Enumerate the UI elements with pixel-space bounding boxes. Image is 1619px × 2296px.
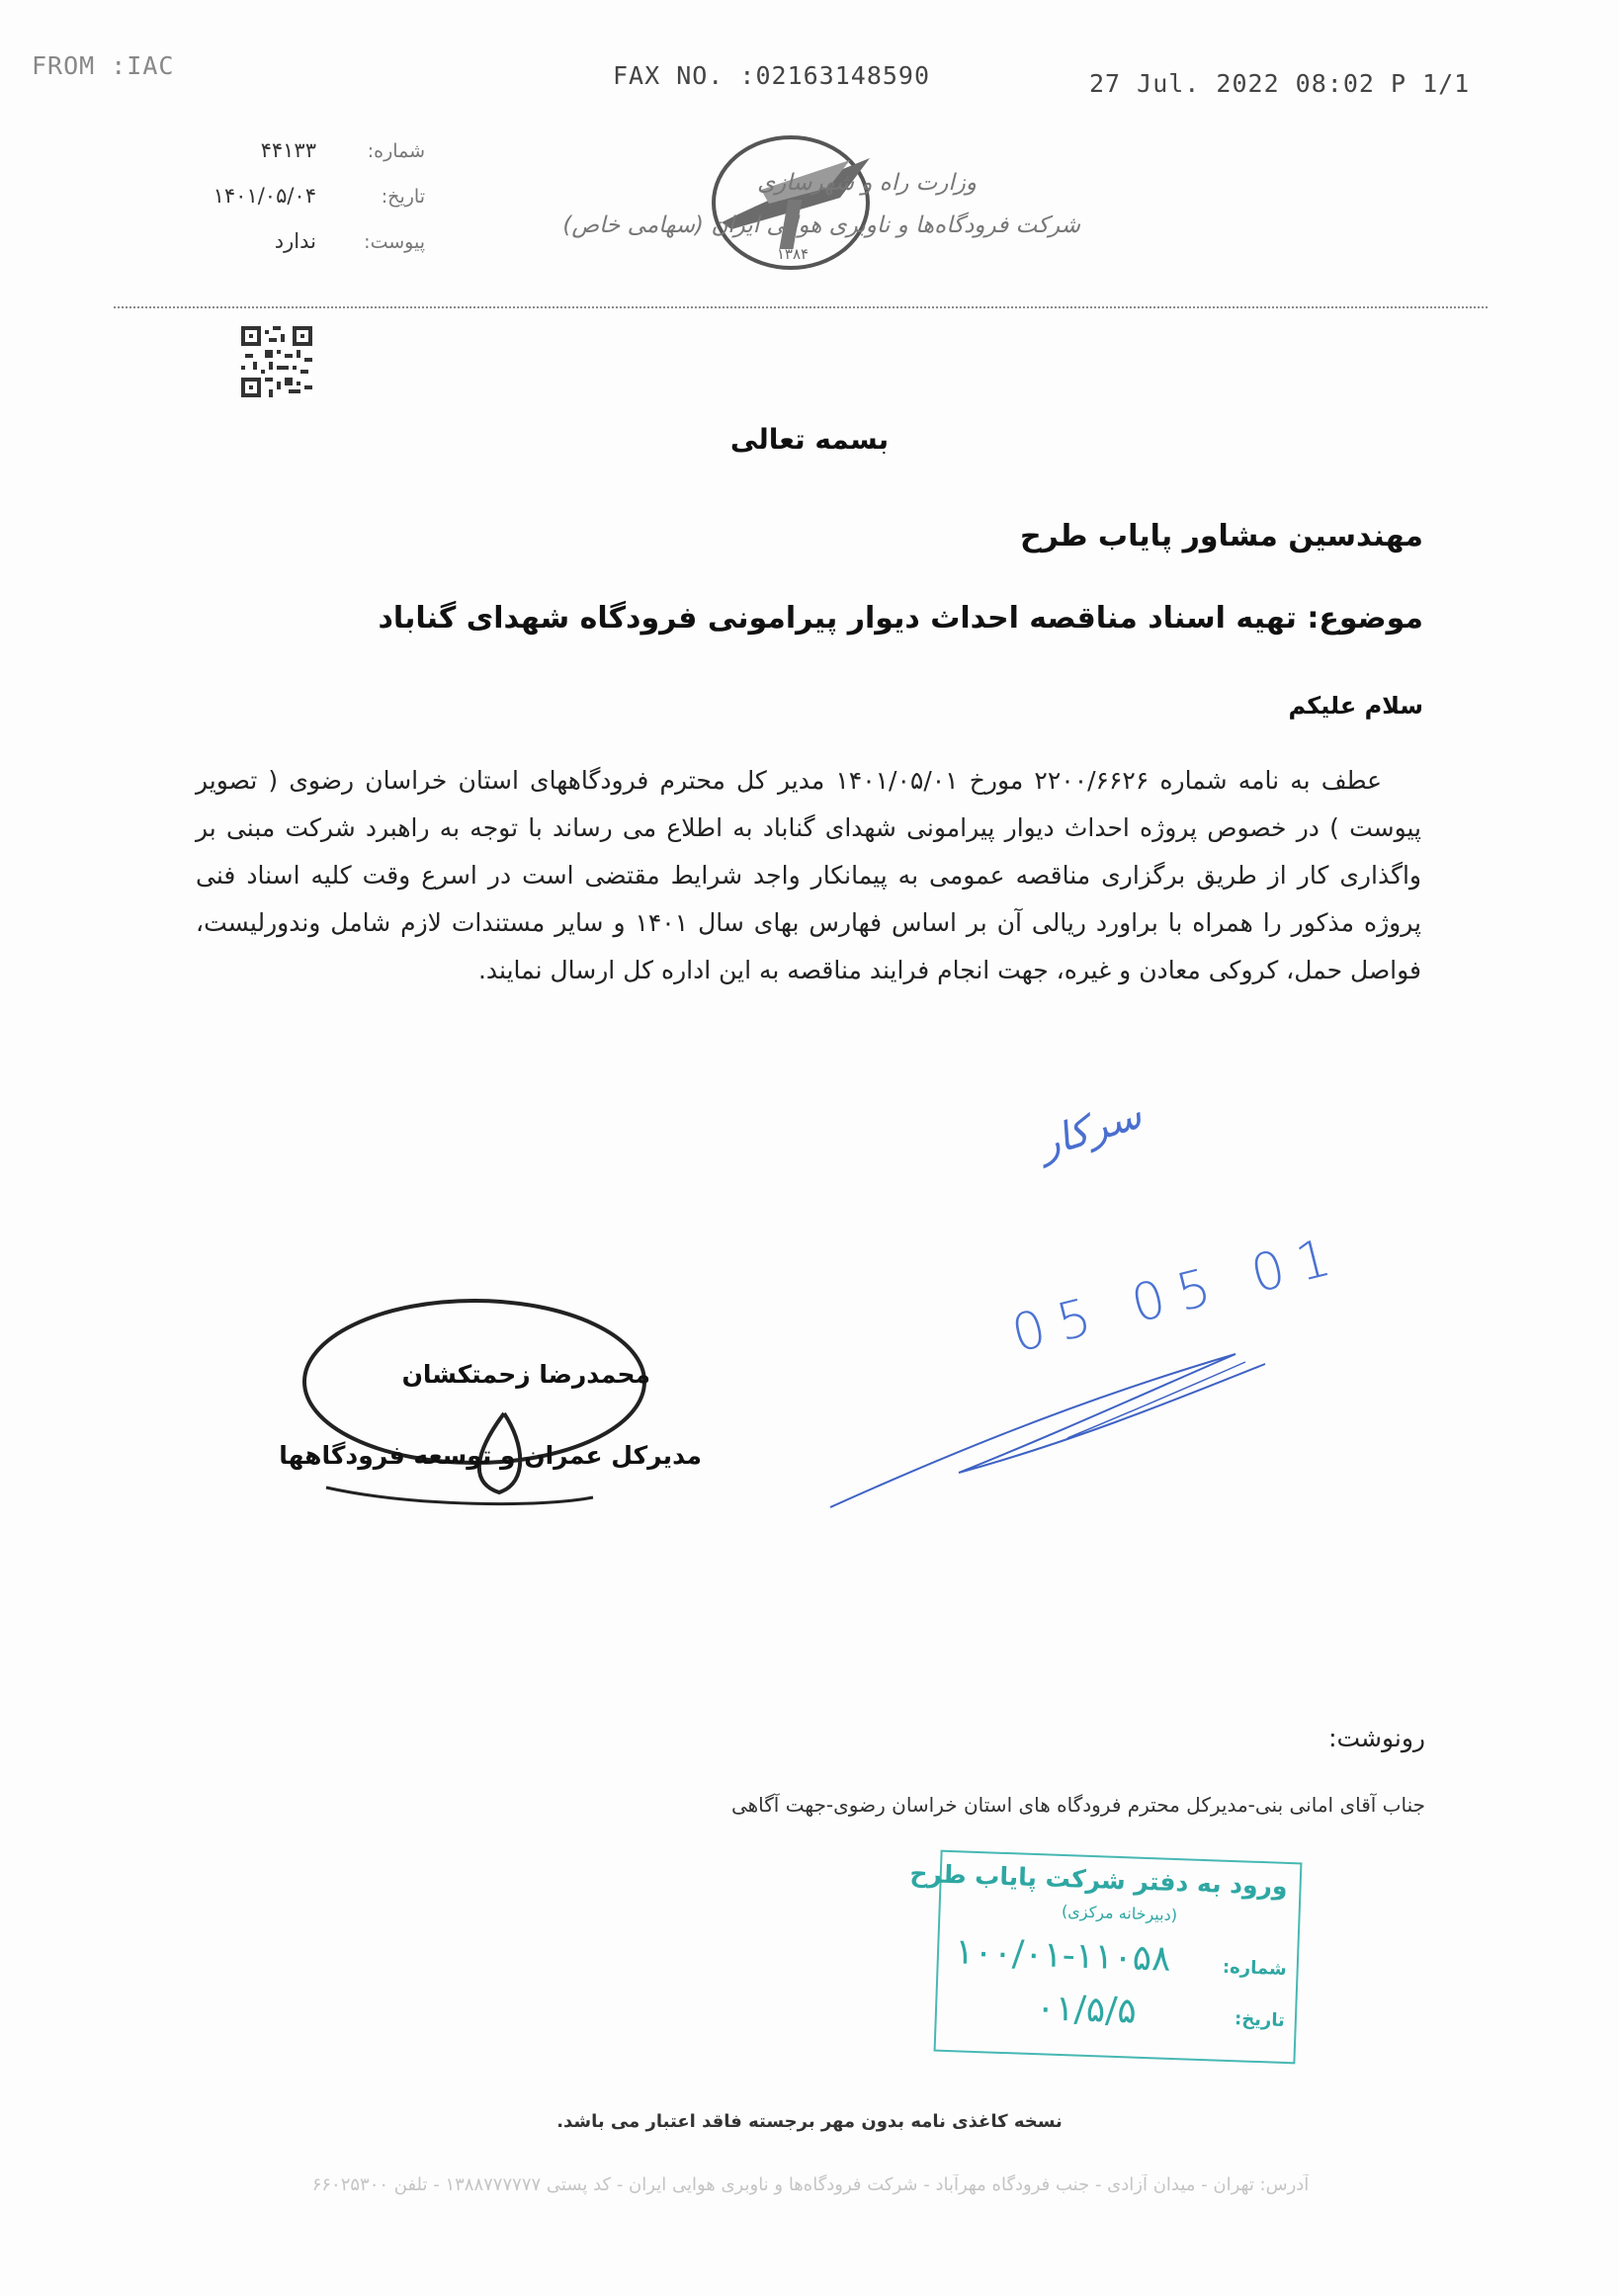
logo-year: ۱۳۸۴ (776, 245, 810, 263)
received-stamp (909, 1850, 1303, 2065)
subject: موضوع: تهیه اسناد مناقصه احداث دیوار پیرامونی فرودگاه شهدای گناباد (378, 601, 1423, 636)
fax-number: FAX NO. :02163148590 (613, 61, 931, 90)
signature-scribble (297, 1295, 731, 1522)
footer-address: آدرس: تهران - میدان آزادی - جنب فرودگاه مهرآباد - شرکت فرودگاه‌ها و ناوبری هوایی ایران - کد پستی ۱۳۸۸۷۷۷۷۷۷ - تلفن ۶۶۰۲۵۳۰۰ (311, 2174, 1310, 2195)
greeting: سلام علیکم (1288, 692, 1423, 720)
fax-datetime: 27 Jul. 2022 08:02 P 1/1 (1089, 69, 1471, 98)
footer-validity-note: نسخه کاغذی نامه بدون مهر برجسته فاقد اعتبار می باشد. (556, 2111, 1063, 2132)
received-stamp-number: ۱۰۰/۰۱-۱۱۰۵۸ (954, 1931, 1172, 1980)
cc-label: رونوشت: (1328, 1724, 1425, 1752)
qr-code (241, 326, 312, 397)
header-divider (114, 306, 1488, 308)
letter-number-label: شماره: (367, 140, 425, 162)
letter-date: ۱۴۰۱/۰۵/۰۴ (213, 184, 316, 208)
received-stamp-number-label: شماره: (1222, 1956, 1288, 1980)
organization-logo (692, 128, 890, 277)
letter-body: عطف به نامه شماره ۲۲۰۰/۶۶۲۶ مورخ ۱۴۰۱/۰۵/۰۱ مدیر کل محترم فرودگاههای استان خراسان رضوی ( تصویر پیوست ) در خصوص پروژه احداث دیوار پیرامونی شهدای گناباد به اطلاع می رساند با توجه به راهبرد شرکت مبنی بر واگذاری کار از طریق برگزاری مناقصه عمومی به پیمانکار واجد شرایط مقتضی است در اسرع وقت کلیه اسناد فنی پروژه مذکور را همراه با براورد ریالی آن بر اساس فهارس بهای سال ۱۴۰۱ و سایر مستندات لازم شامل وندورلیست، فواصل حمل، کروکی معادن و غیره، جهت انجام فرایند مناقصه به این اداره کل ارسال نمایند. (196, 766, 1421, 984)
org-company: شرکت فرودگاه‌ها و ناوبری هوایی ایران (سهامی خاص) (562, 213, 1080, 238)
letter-number: ۴۴۱۳۳ (260, 138, 316, 162)
received-stamp-title: ورود به دفتر شرکت پایاب طرح (909, 1858, 1289, 1901)
received-stamp-date: ۰۱/۵/۵ (1035, 1988, 1138, 2032)
received-stamp-subtitle: (دبیرخانه مرکزی) (1061, 1901, 1178, 1925)
letter-attachment-label: پیوست: (364, 231, 425, 253)
org-ministry: وزارت راه و شهرسازی (757, 170, 977, 196)
handwritten-date: 05 05 01 (1005, 1225, 1350, 1365)
recipient: مهندسین مشاور پایاب طرح (1019, 519, 1423, 553)
letter-date-label: تاریخ: (381, 186, 425, 208)
letter-meta (128, 138, 425, 267)
signatory-name: محمدرضا زحمتکشان (401, 1360, 650, 1389)
signature-block (279, 1295, 731, 1522)
opening-invocation: بسمه تعالی (729, 423, 890, 456)
received-stamp-date-label: تاریخ: (1234, 2008, 1286, 2031)
cc-line: جناب آقای امانی بنی-مدیرکل محترم فرودگاه های استان خراسان رضوی-جهت آگاهی (730, 1793, 1425, 1817)
handwritten-signature (810, 1344, 1285, 1522)
handwritten-note: سرکار (1033, 1091, 1148, 1168)
fax-from: FROM :IAC (32, 51, 175, 80)
signatory-title: مدیرکل عمران و توسعه فرودگاهها (279, 1441, 702, 1470)
letter-attachment: ندارد (274, 229, 316, 253)
